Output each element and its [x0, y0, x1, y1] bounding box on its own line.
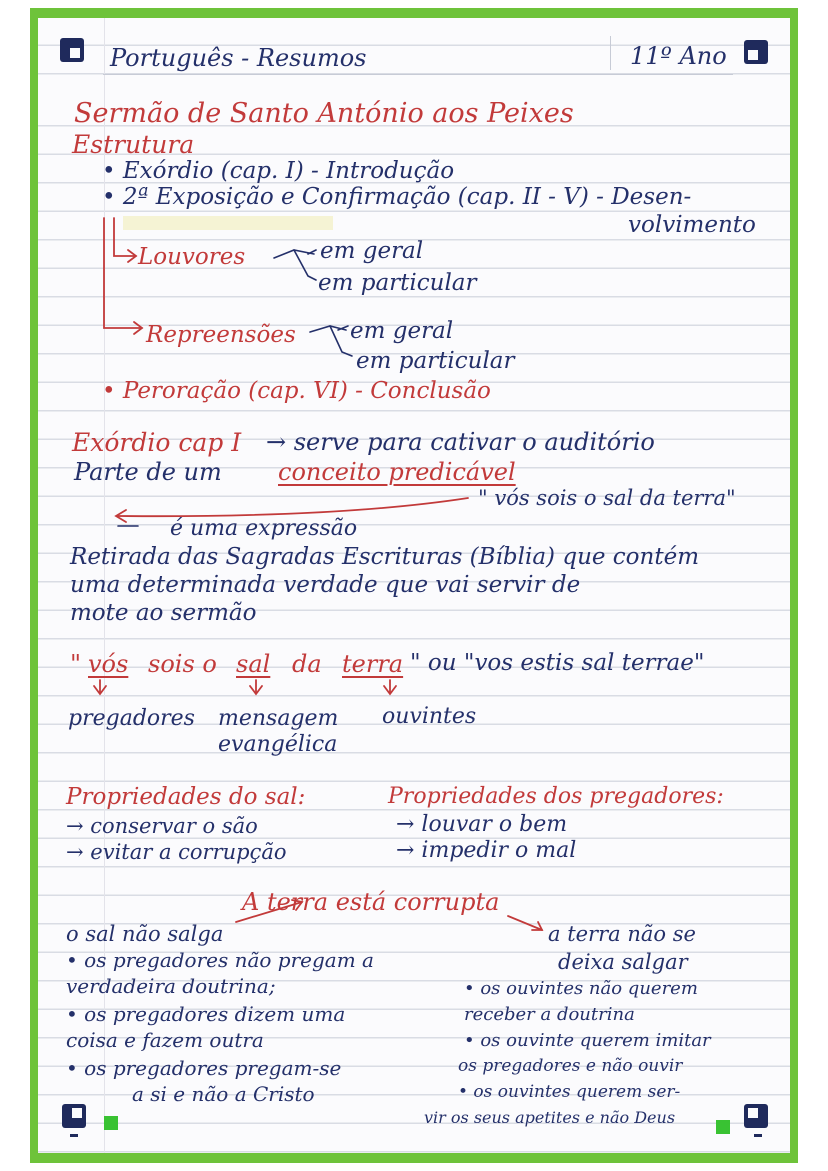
left-line-7: a si e não a Cristo	[132, 1082, 315, 1106]
left-line-1: o sal não salga	[66, 922, 224, 946]
right-line-1: a terra não se	[548, 922, 696, 946]
structure-exordio: • Exórdio (cap. I) - Introdução	[102, 158, 455, 184]
structure-exposicao: • 2ª Exposição e Confirmação (cap. II - V) - Desen-	[102, 184, 692, 210]
right-line-8: vir os seus apetites e não Deus	[424, 1108, 676, 1127]
quote-latin: " ou "vos estis sal terrae"	[410, 650, 705, 676]
pregadores-property-1: → louvar o bem	[396, 812, 568, 837]
sal-property-2: → evitar a corrupção	[66, 840, 287, 864]
sal-properties-heading: Propriedades do sal:	[66, 784, 306, 810]
left-line-6: • os pregadores pregam-se	[66, 1056, 342, 1080]
repreensoes-geral: em geral	[350, 318, 454, 344]
quote-text: " vós sois o sal da terra"	[478, 486, 736, 510]
structure-heading: Estrutura	[72, 130, 195, 159]
pregadores-property-2: → impedir o mal	[396, 838, 577, 863]
repreensoes-particular: em particular	[356, 348, 515, 374]
exordio-label: Exórdio cap I	[72, 428, 242, 457]
right-line-7: • os ouvintes querem ser-	[458, 1082, 681, 1102]
right-line-4: receber a doutrina	[464, 1004, 635, 1025]
label-evangelica: evangélica	[218, 732, 338, 757]
repreensoes-label: Repreensões	[146, 322, 296, 348]
word-vos: vós	[88, 650, 129, 678]
open-quote: "	[70, 650, 82, 678]
label-pregadores: pregadores	[68, 706, 195, 731]
concept-term: conceito predicável	[278, 458, 516, 486]
exordio-line2-start: Parte de um	[74, 458, 222, 486]
louvores-label: Louvores	[138, 244, 246, 270]
notebook-page	[38, 18, 790, 1153]
left-line-5: coisa e fazem outra	[66, 1028, 264, 1052]
structure-peroracao: • Peroração (cap. VI) - Conclusão	[102, 378, 491, 404]
right-line-2: deixa salgar	[558, 950, 688, 974]
year-label: 11º Ano	[630, 42, 727, 70]
exordio-text-1: Retirada das Sagradas Escrituras (Bíblia) que contém	[70, 544, 700, 570]
left-line-2: • os pregadores não pregam a	[66, 948, 374, 972]
label-ouvintes: ouvintes	[382, 704, 477, 729]
sal-property-1: → conservar o são	[66, 814, 258, 838]
page-title: Sermão de Santo António aos Peixes	[74, 98, 574, 129]
annotation-arrows	[38, 18, 790, 1153]
right-line-6: os pregadores e não ouvir	[458, 1056, 683, 1076]
louvores-particular: em particular	[318, 270, 477, 296]
pregadores-properties-heading: Propriedades dos pregadores:	[388, 784, 724, 809]
subject-label: Português - Resumos	[110, 44, 367, 72]
label-mensagem: mensagem	[218, 706, 339, 731]
word-da: da	[292, 650, 322, 678]
word-sois-o: sois o	[148, 650, 217, 678]
structure-exposicao-cont: volvimento	[628, 212, 756, 238]
expression-label: é uma expressão	[170, 516, 358, 541]
exordio-purpose: → serve para cativar o auditório	[266, 428, 655, 456]
word-sal: sal	[236, 650, 271, 678]
right-line-5: • os ouvinte querem imitar	[464, 1030, 711, 1051]
left-line-3: verdadeira doutrina;	[66, 974, 276, 998]
corruption-heading: A terra está corrupta	[242, 888, 500, 916]
word-terra: terra	[342, 650, 404, 678]
left-line-4: • os pregadores dizem uma	[66, 1002, 346, 1026]
louvores-geral: em geral	[320, 238, 424, 264]
right-line-3: • os ouvintes não querem	[464, 978, 698, 999]
exordio-text-3: mote ao sermão	[70, 600, 257, 626]
exordio-text-2: uma determinada verdade que vai servir de	[70, 572, 581, 598]
